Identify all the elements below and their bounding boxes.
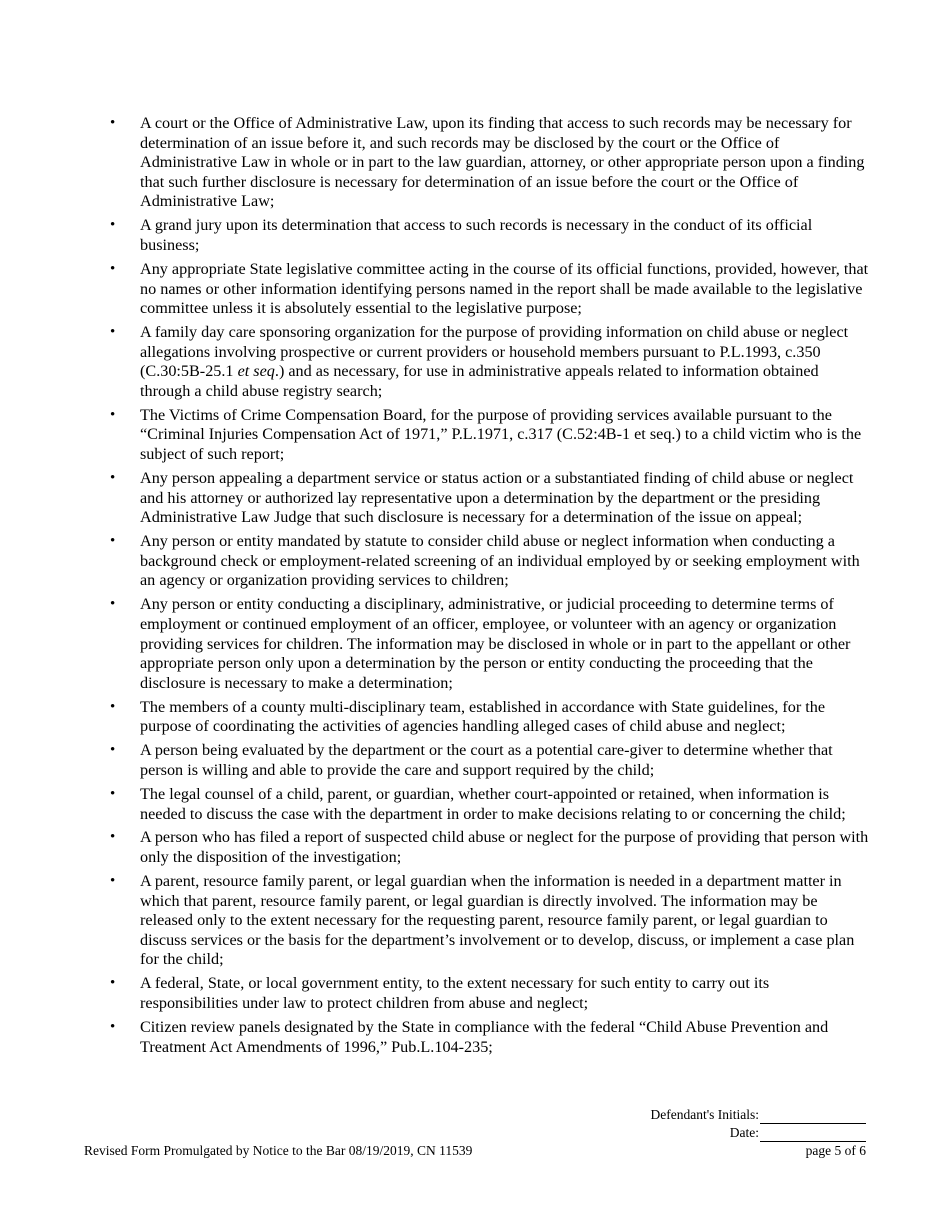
bullet-icon: • xyxy=(110,1019,116,1035)
bullet-icon: • xyxy=(110,873,116,890)
bullet-icon: • xyxy=(110,829,116,846)
initials-label: Defendant's Initials: xyxy=(650,1107,759,1122)
list-item-text: Any person appealing a department service or status action or a substantiated finding of child abuse or neglect and his attorney or authorized lay representative upon a determination by the department or the presiding Administrative Law Judge that such disclosure is necessary for a determination of the issue on appeal; xyxy=(140,469,854,527)
list-item-text: A parent, resource family parent, or legal guardian when the information is needed in a department matter in which that parent, resource family parent, or legal guardian is directly involved. The information may be released only to the extent necessary for the requesting parent, resource family parent, or legal guardian to discuss services or the basis for the department’s involvement or to develop, discuss, or implement a case plan for the child; xyxy=(140,872,855,969)
initials-field[interactable] xyxy=(760,1107,866,1124)
list-item-text: A grand jury upon its determination that access to such records is necessary in the conduct of its official business; xyxy=(140,216,813,254)
list-item xyxy=(104,260,870,319)
list-item-text: A federal, State, or local government entity, to the extent necessary for such entity to carry out its responsibilities under law to protect children from abuse and neglect; xyxy=(140,974,770,1013)
list-item-text: A person being evaluated by the department or the court as a potential care-giver to determine whether that person is willing and able to provide the care and support required by the child; xyxy=(140,741,833,779)
list-item xyxy=(104,1018,870,1057)
bullet-icon: • xyxy=(110,596,116,613)
list-item xyxy=(104,974,870,1013)
list-item-text-italic: et seq xyxy=(237,362,275,381)
disclosure-list xyxy=(104,114,870,1062)
signature-block xyxy=(650,1106,866,1142)
list-item-text xyxy=(140,323,848,400)
list-item xyxy=(104,741,870,780)
list-item xyxy=(104,532,870,591)
list-item xyxy=(104,595,870,693)
list-item xyxy=(104,406,870,465)
list-item xyxy=(104,698,870,737)
list-item xyxy=(104,216,870,255)
bullet-icon: • xyxy=(110,406,116,423)
initials-row xyxy=(650,1106,866,1124)
bullet-icon: • xyxy=(110,533,116,550)
page-number: page 5 of 6 xyxy=(805,1143,866,1158)
list-item-text: Any person or entity conducting a disciplinary, administrative, or judicial proceeding to determine terms of employment or continued employment of an officer, employee, or volunteer with an agency or organization providing services for children. The information may be disclosed in whole or in part to the appellant or other appropriate person only upon a determination by the person or entity conducting the proceeding that the disclosure is necessary to make a determination; xyxy=(140,595,851,692)
bullet-icon: • xyxy=(110,470,116,487)
list-item-text: Citizen review panels designated by the State in compliance with the federal “Child Abuse Prevention and Treatment Act Amendments of 1996,” Pub.L.104-235; xyxy=(140,1018,829,1056)
list-item-text: A court or the Office of Administrative Law, upon its finding that access to such records may be necessary for determination of an issue before it, and such records may be disclosed by the court or the Office of Administrative Law in whole or in part to the law guardian, attorney, or other appropriate person upon a finding that such further disclosure is necessary for determination of an issue before the court or the Office of Administrative Law; xyxy=(140,114,865,211)
list-item-text: The members of a county multi-disciplinary team, established in accordance with State guidelines, for the purpose of coordinating the activities of agencies handling alleged cases of child abuse and neglect; xyxy=(140,697,826,736)
list-item-text: Any appropriate State legislative committee acting in the course of its official functions, provided, however, that no names or other information identifying persons named in the report shall be made available to the legislative committee unless it is absolutely essential to the legislative purpose; xyxy=(140,259,869,318)
bullet-icon: • xyxy=(110,742,116,759)
bullet-icon: • xyxy=(110,115,116,131)
list-item-text: Any person or entity mandated by statute to consider child abuse or neglect information when conducting a background check or employment-related screening of an individual employed by or seeking employment with an agency or organization providing services to children; xyxy=(140,532,860,590)
list-item xyxy=(104,785,870,824)
bullet-icon: • xyxy=(110,217,116,234)
bullet-icon: • xyxy=(110,975,116,992)
date-label: Date: xyxy=(729,1125,759,1140)
form-notice: Revised Form Promulgated by Notice to the Bar 08/19/2019, CN 11539 xyxy=(84,1143,473,1158)
list-item-text: The legal counsel of a child, parent, or guardian, whether court-appointed or retained, when information is needed to discuss the case with the department in order to make decisions relating to or concerning the child; xyxy=(140,784,846,823)
date-field[interactable] xyxy=(760,1125,866,1142)
date-row xyxy=(650,1124,866,1142)
list-item xyxy=(104,828,870,867)
list-item-text-after: .) and as necessary, for use in administrative appeals related to information obtained through a child abuse registry search; xyxy=(140,362,819,400)
list-item-text: The Victims of Crime Compensation Board, for the purpose of providing services available pursuant to the “Criminal Injuries Compensation Act of 1971,” P.L.1971, c.317 (C.52:4B-1 et seq.) to a child victim who is the subject of such report; xyxy=(140,405,862,464)
list-item xyxy=(104,323,870,401)
list-item-text-before: A family day care sponsoring organization for the purpose of providing information on child abuse or neglect allegations involving prospective or current providers or household members pursuant to P.L.1993, c.350 (C.30:5B-25.1 xyxy=(140,323,849,381)
list-item xyxy=(104,872,870,970)
list-item xyxy=(104,469,870,528)
bullet-icon: • xyxy=(110,324,116,341)
bullet-icon: • xyxy=(110,785,116,802)
bullet-icon: • xyxy=(110,698,116,715)
list-item xyxy=(104,114,870,212)
bullet-icon: • xyxy=(110,260,116,277)
list-item-text: A person who has filed a report of suspected child abuse or neglect for the purpose of providing that person with only the disposition of the investigation; xyxy=(140,828,869,867)
